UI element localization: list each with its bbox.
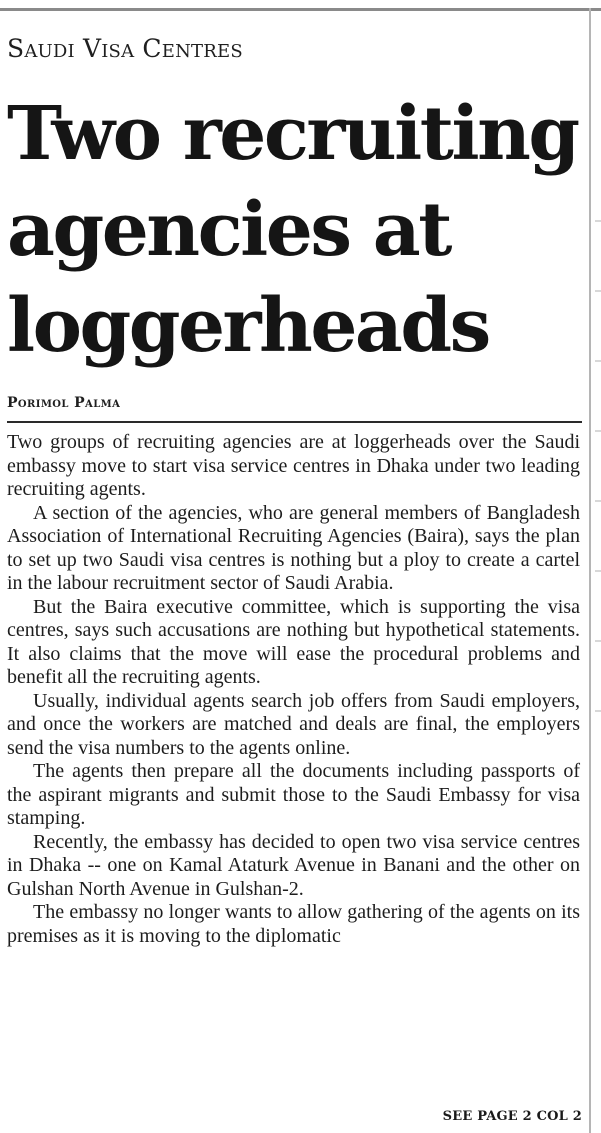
headline-line: agencies at [7, 187, 450, 273]
headline [7, 86, 582, 374]
column-divider [589, 8, 591, 1133]
paragraph: Usually, individual agents search job offers from Saudi employers, and once the workers are matched and deals are final, the employers send the visa numbers to the agents online. [7, 689, 580, 759]
byline-rule [7, 421, 582, 423]
continuation-jump: SEE PAGE 2 COL 2 [442, 1109, 582, 1124]
kicker: Saudi Visa Centres [7, 34, 243, 63]
top-rule [0, 8, 601, 11]
article-body [7, 431, 580, 948]
paragraph: Recently, the embassy has decided to open two visa service centres in Dhaka -- one on Kamal Ataturk Avenue in Banani and the other on Gulshan North Avenue in Gulshan-2. [7, 830, 580, 900]
paragraph: But the Baira executive committee, which is supporting the visa centres, says such accusations are nothing but hypothetical statements. It also claims that the move will ease the procedural problems and benefit all the recruiting agents. [7, 595, 580, 688]
headline-line: loggerheads [7, 283, 489, 369]
adjacent-column-edge [595, 220, 601, 720]
paragraph: Two groups of recruiting agencies are at loggerheads over the Saudi embassy move to start visa service centres in Dhaka under two leading recruiting agents. [7, 431, 580, 500]
paragraph: The embassy no longer wants to allow gathering of the agents on its premises as it is moving to the diplomatic [7, 901, 580, 947]
byline: Porimol Palma [7, 395, 121, 411]
paragraph: A section of the agencies, who are general members of Bangladesh Association of International Recruiting Agencies (Baira), says the plan to set up two Saudi visa centres is nothing but a ploy to create a cartel in the labour recruitment sector of Saudi Arabia. [7, 501, 580, 594]
paragraph: The agents then prepare all the documents including passports of the aspirant migrants and submit those to the Saudi Embassy for visa stamping. [7, 760, 580, 829]
headline-line: Two recruiting [7, 91, 578, 177]
